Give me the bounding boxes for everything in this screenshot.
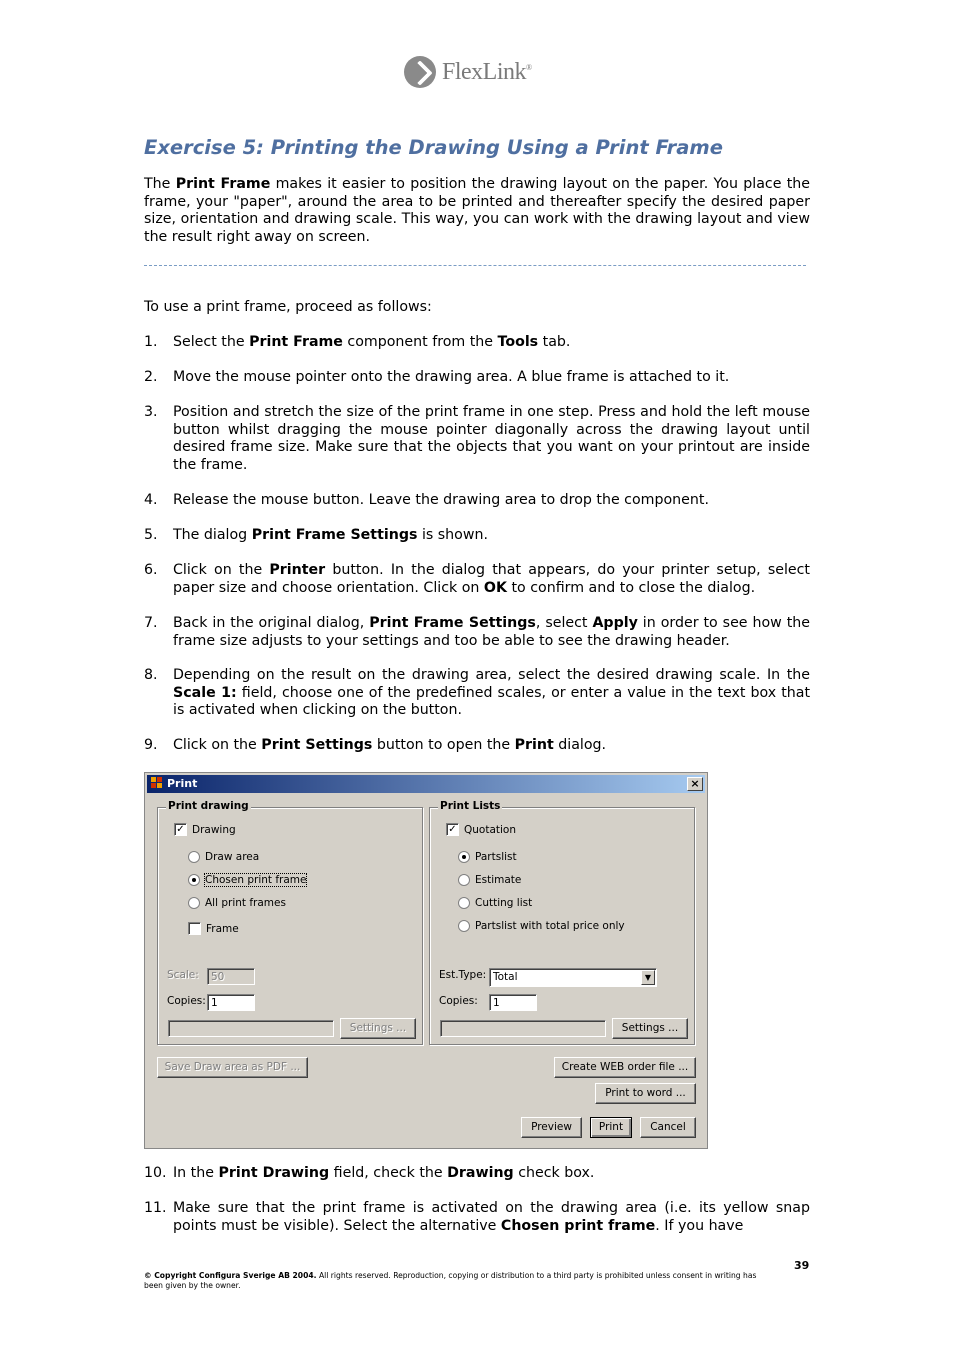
copies-input[interactable]: 1 xyxy=(207,994,255,1011)
radio-icon xyxy=(458,874,470,886)
step-11: 11. Make sure that the print frame is activated on the drawing area (i.e. its yellow snap points must be visible). Select the alternative Chosen print frame. If you have xyxy=(144,1200,810,1234)
est-type-label: Est.Type: xyxy=(439,969,487,981)
scale-input[interactable]: 50 xyxy=(207,968,255,985)
print-lists-group xyxy=(429,800,695,1045)
radio-selected-icon xyxy=(188,874,200,886)
dialog-title: Print xyxy=(167,777,198,790)
app-icon xyxy=(151,777,163,790)
step-3: 3. Position and stretch the size of the print frame in one step. Press and hold the left mouse button whilst dragging the mouse pointer diagonally across the drawing layout until desired frame size. Make sure that the objects that you want on your printout are inside the frame. xyxy=(144,404,810,473)
checkbox-checked-icon: ✓ xyxy=(446,823,459,836)
checkbox-icon xyxy=(188,922,201,935)
print-drawing-legend: Print drawing xyxy=(168,800,249,812)
copies-input-2[interactable]: 1 xyxy=(489,994,537,1011)
draw-area-radio[interactable]: Draw area xyxy=(188,851,259,863)
chosen-print-frame-radio[interactable]: Chosen print frame xyxy=(188,874,306,886)
chevron-down-icon[interactable]: ▼ xyxy=(641,970,655,985)
frame-checkbox[interactable]: Frame xyxy=(188,922,239,935)
radio-icon xyxy=(458,897,470,909)
close-icon[interactable]: × xyxy=(687,777,703,791)
print-drawing-group xyxy=(157,800,423,1045)
print-to-word-button[interactable]: Print to word ... xyxy=(595,1083,696,1104)
radio-icon xyxy=(458,920,470,932)
dialog-titlebar xyxy=(147,775,705,793)
step-9: 9. Click on the Print Settings button to open the Print dialog. xyxy=(144,737,607,753)
create-web-order-button[interactable]: Create WEB order file ... xyxy=(554,1057,696,1078)
lead-paragraph: To use a print frame, proceed as follows: xyxy=(144,299,432,315)
list-settings-button[interactable]: Settings ... xyxy=(612,1018,688,1039)
list-printer-field xyxy=(440,1020,606,1037)
step-2: 2. Move the mouse pointer onto the drawing area. A blue frame is attached to it. xyxy=(144,369,730,385)
step-6: 6. Click on the Printer button. In the dialog that appears, do your printer setup, select paper size and choose orientation. Click on OK to confirm and to close the dialog. xyxy=(144,562,810,596)
copyright-footer: © Copyright Configura Sverige AB 2004. All rights reserved. Reproduction, copying or distribution to a third party is prohibited unless consent in writing has been given by the owner. xyxy=(144,1271,757,1290)
copies-label: Copies: xyxy=(167,995,206,1007)
partslist-radio[interactable]: Partslist xyxy=(458,851,517,863)
cancel-button[interactable]: Cancel xyxy=(640,1117,696,1138)
radio-selected-icon xyxy=(458,851,470,863)
drawing-settings-button[interactable]: Settings ... xyxy=(340,1018,416,1039)
radio-icon xyxy=(188,897,200,909)
print-button[interactable]: Print xyxy=(590,1117,632,1138)
print-lists-legend: Print Lists xyxy=(440,800,501,812)
radio-icon xyxy=(188,851,200,863)
page-number: 39 xyxy=(794,1259,810,1272)
step-5: 5. The dialog Print Frame Settings is shown. xyxy=(144,527,488,543)
all-print-frames-radio[interactable]: All print frames xyxy=(188,897,286,909)
step-4: 4. Release the mouse button. Leave the drawing area to drop the component. xyxy=(144,492,709,508)
quotation-checkbox[interactable]: ✓ Quotation xyxy=(446,823,516,836)
print-dialog xyxy=(144,772,708,1149)
step-7: 7. Back in the original dialog, Print Frame Settings, select Apply in order to see how the frame size adjusts to your settings and too be able to see the drawing header. xyxy=(144,615,810,649)
logo-text: FlexLink® xyxy=(442,58,532,85)
intro-paragraph: The Print Frame makes it easier to position the drawing layout on the paper. You place the frame, your "paper", around the area to be printed and thereafter specify the desired paper size, orientation and drawing scale. This way, you can work with the drawing layout and view the result right away on screen. xyxy=(144,176,810,245)
step-1: 1. Select the Print Frame component from the Tools tab. xyxy=(144,334,571,350)
copies-label-2: Copies: xyxy=(439,995,478,1007)
flexlink-logo-icon xyxy=(404,56,436,88)
checkbox-checked-icon: ✓ xyxy=(174,823,187,836)
exercise-heading: Exercise 5: Printing the Drawing Using a Print Frame xyxy=(144,136,723,159)
save-pdf-button[interactable]: Save Draw area as PDF ... xyxy=(157,1057,308,1078)
drawing-checkbox[interactable]: ✓ Drawing xyxy=(174,823,236,836)
dashed-divider xyxy=(144,265,806,266)
partslist-total-radio[interactable]: Partslist with total price only xyxy=(458,920,625,932)
est-type-select[interactable]: Total ▼ xyxy=(489,968,657,987)
step-8: 8. Depending on the result on the drawing area, select the desired drawing scale. In the Scale 1: field, choose one of the predefined scales, or enter a value in the text box that is activated when clicking on the button. xyxy=(144,667,811,719)
scale-label: Scale: xyxy=(167,969,199,981)
flexlink-logo xyxy=(404,56,532,88)
step-10: 10. In the Print Drawing field, check the Drawing check box. xyxy=(144,1165,595,1181)
estimate-radio[interactable]: Estimate xyxy=(458,874,521,886)
preview-button[interactable]: Preview xyxy=(521,1117,582,1138)
printer-name-field xyxy=(168,1020,334,1037)
cutting-list-radio[interactable]: Cutting list xyxy=(458,897,532,909)
